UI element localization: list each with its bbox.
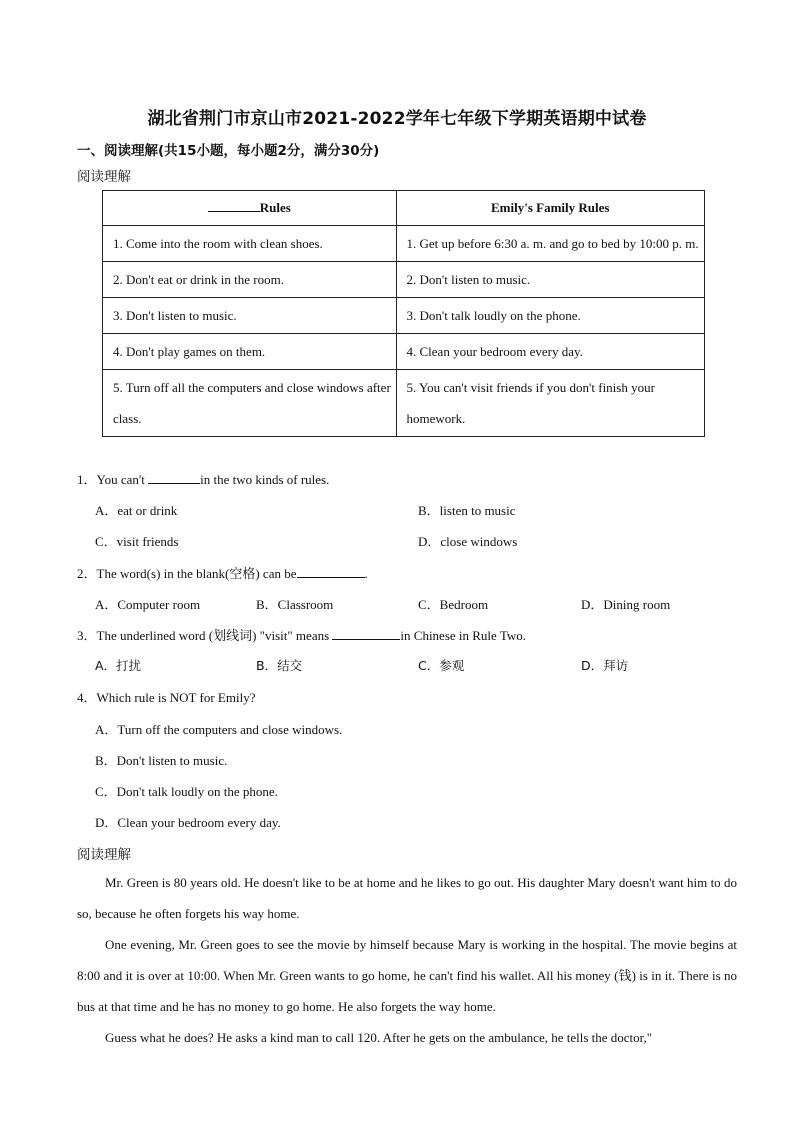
passage-paragraph-1: Mr. Green is 80 years old. He doesn't like to be at home and he likes to go out. His daughter Mary doesn't want him to do so, because he often forgets his way home. [77,875,737,921]
passage-paragraph-3: Guess what he does? He asks a kind man to call 120. After he gets on the ambulance, he tells the doctor," [105,1030,653,1045]
q3-option-d: D．拜访 [581,658,629,673]
header-blank [208,200,260,212]
table-row [103,334,705,370]
q3-option-a: A．打扰 [95,658,142,673]
table-cell: 2. Don't eat or drink in the room. [103,262,397,298]
answer-blank [148,472,200,484]
table-cell: 4. Don't play games on them. [103,334,397,370]
table-cell: 3. Don't listen to music. [103,298,397,334]
question-4-stem: 4．Which rule is NOT for Emily? [77,690,256,705]
q4-option-a: A．Turn off the computers and close windows. [95,722,343,737]
table-cell: 1. Get up before 6:30 a. m. and go to bed by 10:00 p. m. [396,226,705,262]
passage-paragraph-2: One evening, Mr. Green goes to see the movie by himself because Mary is working in the hospital. The movie begins at 8:00 and it is over at 10:00. When Mr. Green wants to go home, he can't find his wallet. All his money (钱) is in it. There is no bus at that time and he has no money to go home. He also forgets the way home. [77,937,737,1014]
q1-option-d: D．close windows [418,534,518,549]
q1-option-c: C．visit friends [95,534,179,549]
table-cell: 5. Turn off all the computers and close windows after class. [103,370,397,437]
q4-option-b: B．Don't listen to music. [95,753,228,768]
reading-label-1: 阅读理解 [77,169,131,185]
q2-option-c: C．Bedroom [418,597,489,612]
q1-option-a: A．eat or drink [95,503,178,518]
table-header-left [103,191,397,226]
table-cell: 3. Don't talk loudly on the phone. [396,298,705,334]
question-3-stem: 3．The underlined word (划线词) "visit" means in Chinese in Rule Two. [77,628,527,643]
q1-option-b: B．listen to music [418,503,516,518]
table-row [103,262,705,298]
table-cell: 4. Clean your bedroom every day. [396,334,705,370]
table-header-right: Emily's Family Rules [396,191,705,226]
q3-option-b: B．结交 [256,658,303,673]
answer-blank [297,566,365,578]
question-1-stem: 1．You can't in the two kinds of rules. [77,472,330,487]
header-left-text: Rules [259,200,291,215]
reading-label-2: 阅读理解 [77,847,131,863]
table-row [103,370,705,437]
exam-title: 湖北省荆门市京山市2021-2022学年七年级下学期英语期中试卷 [147,109,647,129]
q2-option-d: D．Dining room [581,597,671,612]
table-header-row [103,191,705,226]
q2-option-b: B．Classroom [256,597,334,612]
rules-table [102,190,705,437]
table-row [103,298,705,334]
answer-blank [332,628,400,640]
question-2-stem: 2．The word(s) in the blank(空格) can be . [77,566,368,581]
table-cell: 5. You can't visit friends if you don't finish your homework. [396,370,705,437]
q4-option-d: D．Clean your bedroom every day. [95,815,281,830]
q3-option-c: C．参观 [418,658,465,673]
q2-option-a: A．Computer room [95,597,201,612]
q4-option-c: C．Don't talk loudly on the phone. [95,784,278,799]
table-row [103,226,705,262]
table-cell: 1. Come into the room with clean shoes. [103,226,397,262]
section-heading: 一、阅读理解(共15小题，每小题2分，满分30分) [77,143,380,159]
table-cell: 2. Don't listen to music. [396,262,705,298]
